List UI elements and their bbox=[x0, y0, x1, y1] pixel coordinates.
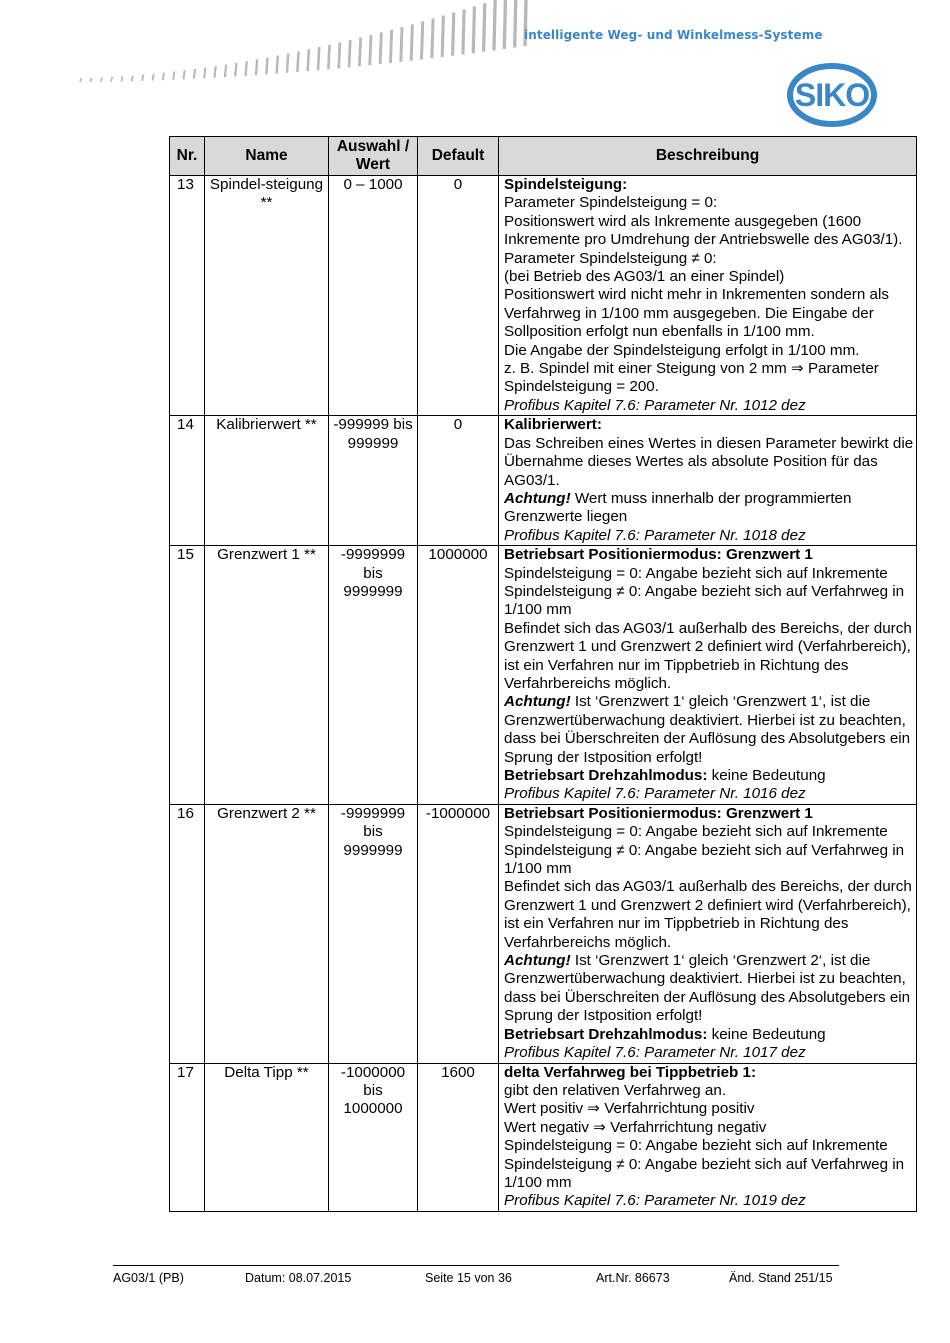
param-description bbox=[499, 804, 917, 1063]
desc-line: Parameter Spindelsteigung = 0: bbox=[504, 194, 718, 212]
tick-mark bbox=[163, 73, 164, 81]
column-header-range: Auswahl / Wert bbox=[329, 137, 418, 176]
tick-mark bbox=[215, 66, 216, 78]
desc-line: Spindelsteigung ≠ 0: Angabe bezieht sich auf Verfahrweg in 1/100 mm bbox=[504, 582, 905, 619]
desc-warning-line bbox=[504, 490, 914, 527]
tick-mark bbox=[432, 19, 433, 59]
profibus-reference: Profibus Kapitel 7.6: Parameter Nr. 1012 dez bbox=[504, 396, 806, 414]
param-nr: 14 bbox=[170, 416, 205, 546]
param-description bbox=[499, 546, 917, 805]
param-default: 0 bbox=[418, 176, 499, 416]
tick-mark bbox=[422, 21, 423, 59]
profibus-reference: Profibus Kapitel 7.6: Parameter Nr. 1018 dez bbox=[504, 526, 806, 544]
desc-line: Das Schreiben eines Wertes in diesen Parameter bewirkt die Übernahme dieses Wertes als absolute Position für das AG03/1. bbox=[504, 434, 914, 489]
footer-divider bbox=[113, 1265, 839, 1266]
desc-mode-line bbox=[504, 767, 914, 785]
tick-mark bbox=[401, 27, 402, 62]
param-default: 1000000 bbox=[418, 546, 499, 805]
desc-title: delta Verfahrweg bei Tippbetrieb 1: bbox=[504, 1063, 757, 1081]
desc-line: Spindelsteigung = 0: Angabe bezieht sich auf Inkremente bbox=[504, 564, 888, 582]
tick-mark bbox=[308, 49, 309, 71]
profibus-reference: Profibus Kapitel 7.6: Parameter Nr. 1017 dez bbox=[504, 1044, 806, 1062]
tick-mark bbox=[370, 35, 371, 65]
tick-mark bbox=[90, 78, 91, 82]
tick-mark bbox=[132, 76, 133, 82]
tick-mark bbox=[453, 13, 454, 56]
tick-mark bbox=[297, 51, 298, 72]
tick-mark bbox=[266, 57, 267, 74]
param-range: -9999999 bis 9999999 bbox=[329, 804, 418, 1063]
tick-mark bbox=[515, 0, 516, 47]
table-row bbox=[170, 546, 917, 805]
tick-mark bbox=[204, 68, 205, 79]
desc-title: Betriebsart Positioniermodus: Grenzwert 1 bbox=[504, 804, 813, 822]
column-header-nr: Nr. bbox=[170, 137, 205, 176]
tick-mark bbox=[484, 3, 485, 51]
tick-mark bbox=[339, 42, 340, 68]
param-nr: 15 bbox=[170, 546, 205, 805]
tick-mark bbox=[142, 75, 143, 81]
table-row bbox=[170, 804, 917, 1063]
param-nr: 13 bbox=[170, 176, 205, 416]
tick-mark bbox=[80, 78, 81, 82]
desc-line: Spindelsteigung ≠ 0: Angabe bezieht sich auf Verfahrweg in 1/100 mm bbox=[504, 1155, 905, 1191]
tick-mark bbox=[328, 45, 329, 69]
desc-mode-line bbox=[504, 1026, 914, 1044]
table-row bbox=[170, 1063, 917, 1211]
desc-warning-line bbox=[504, 952, 914, 1026]
tick-mark bbox=[246, 61, 247, 76]
table-row bbox=[170, 416, 917, 546]
parameter-table bbox=[169, 136, 917, 1212]
param-nr: 16 bbox=[170, 804, 205, 1063]
desc-line: (bei Betrieb des AG03/1 an einer Spindel) bbox=[504, 268, 785, 286]
table-row bbox=[170, 176, 917, 416]
desc-line: z. B. Spindel mit einer Steigung von 2 mm ⇒ Parameter Spindelsteigung = 200. bbox=[504, 360, 879, 396]
param-name: Grenzwert 1 ** bbox=[205, 546, 329, 805]
column-header-name: Name bbox=[205, 137, 329, 176]
footer-revision: Änd. Stand 251/15 bbox=[729, 1271, 833, 1285]
param-nr: 17 bbox=[170, 1063, 205, 1211]
param-default: -1000000 bbox=[418, 804, 499, 1063]
logo-text: SIKO bbox=[794, 77, 870, 113]
desc-line: Positionswert wird als Inkremente ausgegeben (1600 Inkremente pro Umdrehung der Antriebswelle des AG03/1). bbox=[504, 212, 903, 249]
tick-mark bbox=[152, 74, 153, 81]
footer-page-number: Seite 15 von 36 bbox=[425, 1271, 512, 1285]
tick-mark bbox=[411, 24, 412, 60]
tick-mark bbox=[390, 30, 391, 63]
tick-mark bbox=[463, 10, 464, 55]
param-name: Kalibrierwert ** bbox=[205, 416, 329, 546]
desc-title: Spindelsteigung: bbox=[504, 176, 628, 193]
tick-mark bbox=[277, 55, 278, 73]
param-name: Spindel-steigung ** bbox=[205, 176, 329, 416]
desc-line: Spindelsteigung = 0: Angabe bezieht sich auf Inkremente bbox=[504, 823, 888, 841]
column-header-description: Beschreibung bbox=[499, 137, 917, 176]
company-tagline: intelligente Weg- und Winkelmess-Systeme bbox=[524, 28, 823, 42]
desc-line: Befindet sich das AG03/1 außerhalb des Bereichs, der durch Grenzwert 1 und Grenzwert 2 definiert wird (Verfahrbereich), ist ein Verfahren nur im Tippbetrieb in Richtung des Verfahrbereichs möglich. bbox=[504, 878, 912, 951]
param-name: Grenzwert 2 ** bbox=[205, 804, 329, 1063]
tick-mark bbox=[504, 0, 505, 49]
tick-mark bbox=[121, 76, 122, 81]
footer-article-number: Art.Nr. 86673 bbox=[596, 1271, 670, 1285]
footer-document: AG03/1 (PB) bbox=[113, 1271, 184, 1285]
tick-mark bbox=[235, 63, 236, 77]
warning-label: Achtung! bbox=[504, 489, 571, 507]
header-decoration-ticks bbox=[75, 0, 530, 112]
tick-mark bbox=[173, 72, 174, 80]
profibus-reference: Profibus Kapitel 7.6: Parameter Nr. 1016 dez bbox=[504, 785, 806, 803]
tick-mark bbox=[111, 77, 112, 82]
mode-label: Betriebsart Drehzahlmodus: bbox=[504, 1025, 708, 1043]
tick-mark bbox=[194, 69, 195, 79]
tick-mark bbox=[183, 70, 184, 79]
tick-mark bbox=[287, 53, 288, 72]
siko-logo bbox=[786, 62, 878, 128]
warning-label: Achtung! bbox=[504, 952, 571, 970]
desc-line: Wert positiv ⇒ Verfahrrichtung positiv bbox=[504, 1100, 755, 1118]
column-header-default: Default bbox=[418, 137, 499, 176]
desc-line: Spindelsteigung ≠ 0: Angabe bezieht sich auf Verfahrweg in 1/100 mm bbox=[504, 841, 905, 878]
param-default: 0 bbox=[418, 416, 499, 546]
param-name: Delta Tipp ** bbox=[205, 1063, 329, 1211]
tick-mark bbox=[101, 77, 102, 81]
profibus-reference: Profibus Kapitel 7.6: Parameter Nr. 1019 dez bbox=[504, 1192, 806, 1210]
desc-title: Kalibrierwert: bbox=[504, 416, 602, 434]
tick-mark bbox=[494, 0, 495, 50]
desc-line: Die Angabe der Spindelsteigung erfolgt in 1/100 mm. bbox=[504, 341, 860, 359]
param-description bbox=[499, 1063, 917, 1211]
desc-title: Betriebsart Positioniermodus: Grenzwert 1 bbox=[504, 546, 813, 564]
desc-line: Positionswert wird nicht mehr in Inkrementen sondern als Verfahrweg in 1/100 mm ausgegeben. Die Eingabe der Sollposition erfolgt nun ebenfalls in 1/100 mm. bbox=[504, 286, 889, 341]
tick-mark bbox=[225, 64, 226, 77]
tick-mark bbox=[256, 59, 257, 75]
warning-text: Wert muss innerhalb der programmierten Grenzwerte liegen bbox=[504, 489, 852, 526]
mode-label: Betriebsart Drehzahlmodus: bbox=[504, 767, 708, 784]
param-range: 0 – 1000 bbox=[329, 176, 418, 416]
tick-mark bbox=[359, 38, 360, 67]
footer-date: Datum: 08.07.2015 bbox=[245, 1271, 352, 1285]
desc-line: Parameter Spindelsteigung ≠ 0: bbox=[504, 249, 717, 267]
warning-text: Ist ‘Grenzwert 1‘ gleich ‘Grenzwert 2‘, ist die Grenzwertüberwachung deaktiviert. Hierbei ist zu beachten, dass bei Überschreiten der Auflösung des Absolutgebers ein Sprung der Istposition erfolgt! bbox=[504, 952, 911, 1025]
param-range: -9999999 bis 9999999 bbox=[329, 546, 418, 805]
desc-line: Wert negativ ⇒ Verfahrrichtung negativ bbox=[504, 1118, 767, 1136]
warning-text: Ist ‘Grenzwert 1‘ gleich ‘Grenzwert 1‘, ist die Grenzwertüberwachung deaktiviert. Hierbei ist zu beachten, dass bei Überschreiten der Auflösung des Absolutgebers ein Sprung der Istposition erfolgt! bbox=[504, 693, 911, 766]
param-description bbox=[499, 176, 917, 416]
tick-mark bbox=[442, 16, 443, 57]
desc-line: gibt den relativen Verfahrweg an. bbox=[504, 1081, 727, 1099]
desc-line: Befindet sich das AG03/1 außerhalb des Bereichs, der durch Grenzwert 1 und Grenzwert 2 definiert wird (Verfahrbereich), ist ein Verfahren nur im Tippbetrieb in Richtung des Verfahrbereichs möglich. bbox=[504, 619, 912, 692]
table-header-row bbox=[170, 137, 917, 176]
desc-warning-line bbox=[504, 693, 914, 767]
tick-mark bbox=[349, 40, 350, 67]
param-default: 1600 bbox=[418, 1063, 499, 1211]
mode-text: keine Bedeutung bbox=[707, 1025, 826, 1043]
param-range: -999999 bis 999999 bbox=[329, 416, 418, 546]
param-description bbox=[499, 416, 917, 546]
tick-mark bbox=[318, 47, 319, 70]
desc-line: Spindelsteigung = 0: Angabe bezieht sich auf Inkremente bbox=[504, 1137, 888, 1155]
warning-label: Achtung! bbox=[504, 693, 571, 711]
tick-mark bbox=[473, 6, 474, 53]
param-range: -1000000 bis 1000000 bbox=[329, 1063, 418, 1211]
mode-text: keine Bedeutung bbox=[707, 767, 826, 784]
tick-mark bbox=[380, 32, 381, 64]
